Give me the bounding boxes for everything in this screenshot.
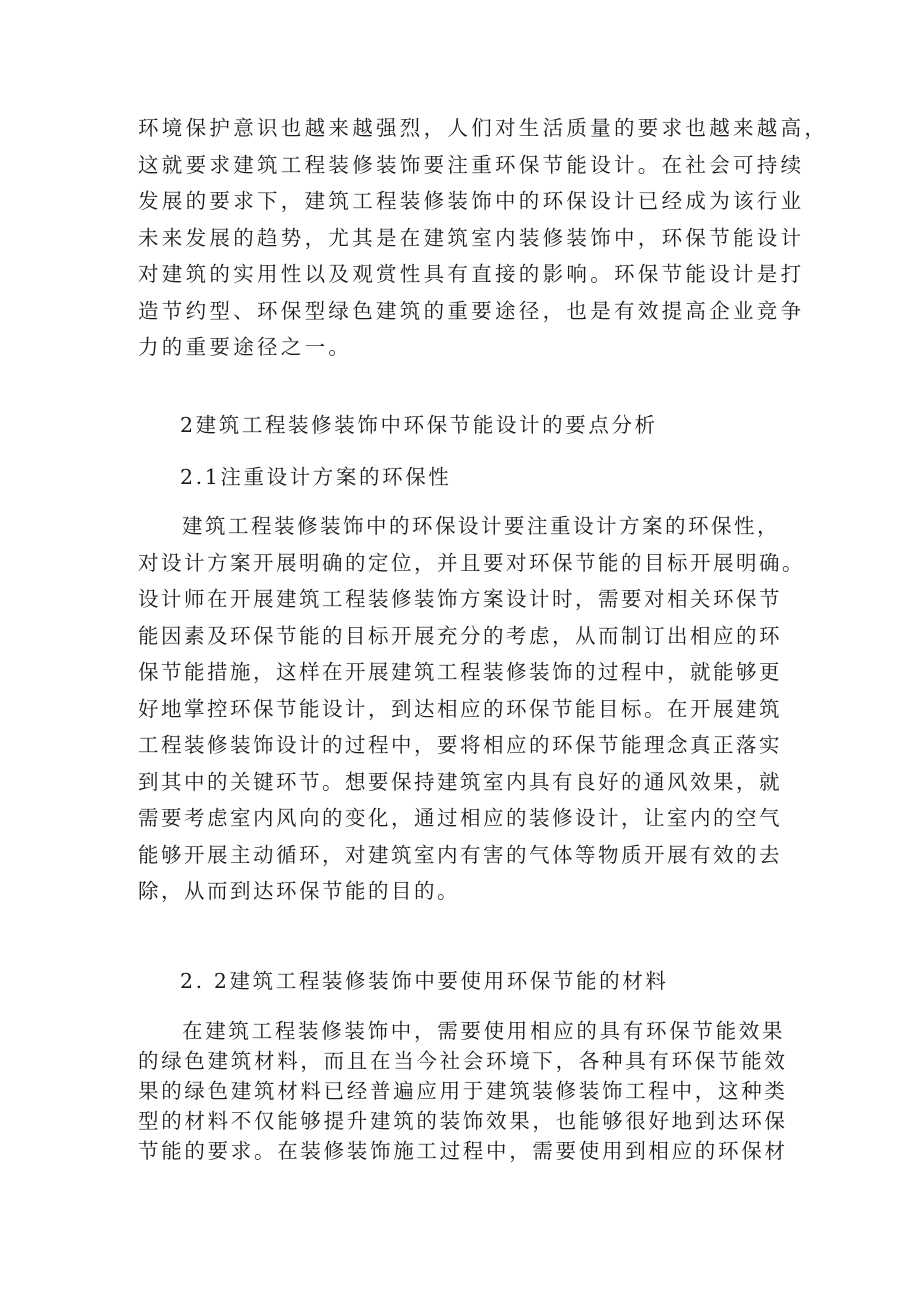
text-line: 需要考虑室内风向的变化，通过相应的装修设计，让室内的空气 [138,806,782,830]
text-line: 设计师在开展建筑工程装修装饰方案设计时，需要对相关环保节 [138,587,782,611]
paragraph-intro [138,110,829,366]
text-line: 建筑工程装修装饰中的环保设计要注重设计方案的环保性， [182,514,780,538]
subsection-heading-2-1: 2.1注重设计方案的环保性 [180,465,452,489]
text-line: 未来发展的趋势，尤其是在建筑室内装修装饰中，环保节能设计 [138,225,805,250]
text-line: 对设计方案开展明确的定位，并且要对环保节能的目标开展明确。 [138,550,805,575]
paragraph-materials [138,1016,798,1166]
text-line: 在建筑工程装修装饰中，需要使用相应的具有环保节能效果 [182,1019,786,1043]
text-line: 工程装修装饰设计的过程中，要将相应的环保节能理念真正落实 [138,733,782,757]
text-line: 环境保护意识也越来越强烈，人们对生活质量的要求也越来越高， [138,116,829,140]
text-line: 力的重要途径之一。 [138,335,353,359]
text-line: 型的材料不仅能够提升建筑的装饰效果，也能够很好地到达环保 [138,1109,788,1133]
section-heading-2: 2建筑工程装修装饰中环保节能设计的要点分析 [180,413,658,437]
text-line: 保节能措施，这样在开展建筑工程装修装饰的过程中，就能够更 [138,660,782,684]
text-line: 这就要求建筑工程装修装饰要注重环保节能设计。在社会可持续 [138,152,805,177]
text-line: 除，从而到达环保节能的目的。 [138,879,460,903]
subsection-heading-2-2: 2. 2建筑工程装修装饰中要使用环保节能的材料 [180,969,669,993]
text-line: 发展的要求下，建筑工程装修装饰中的环保设计已经成为该行业 [138,189,805,213]
paragraph-design-scheme [138,508,805,910]
text-line: 能够开展主动循环，对建筑室内有害的气体等物质开展有效的去 [138,842,782,867]
text-line: 到其中的关键环节。想要保持建筑室内具有良好的通风效果，就 [138,769,782,794]
text-line: 的绿色建筑材料，而且在当今社会环境下，各种具有环保节能效 [138,1049,788,1073]
text-line: 好地掌控环保节能设计，到达相应的环保节能目标。在开展建筑 [138,696,782,721]
text-line: 果的绿色建筑材料已经普遍应用于建筑装修装饰工程中，这种类 [138,1079,788,1103]
text-line: 对建筑的实用性以及观赏性具有直接的影响。环保节能设计是打 [138,262,805,286]
text-line: 能因素及环保节能的目标开展充分的考虑，从而制订出相应的环 [138,623,782,648]
text-line: 造节约型、环保型绿色建筑的重要途径，也是有效提高企业竞争 [138,298,805,323]
text-line: 节能的要求。在装修装饰施工过程中，需要使用到相应的环保材 [138,1139,788,1163]
